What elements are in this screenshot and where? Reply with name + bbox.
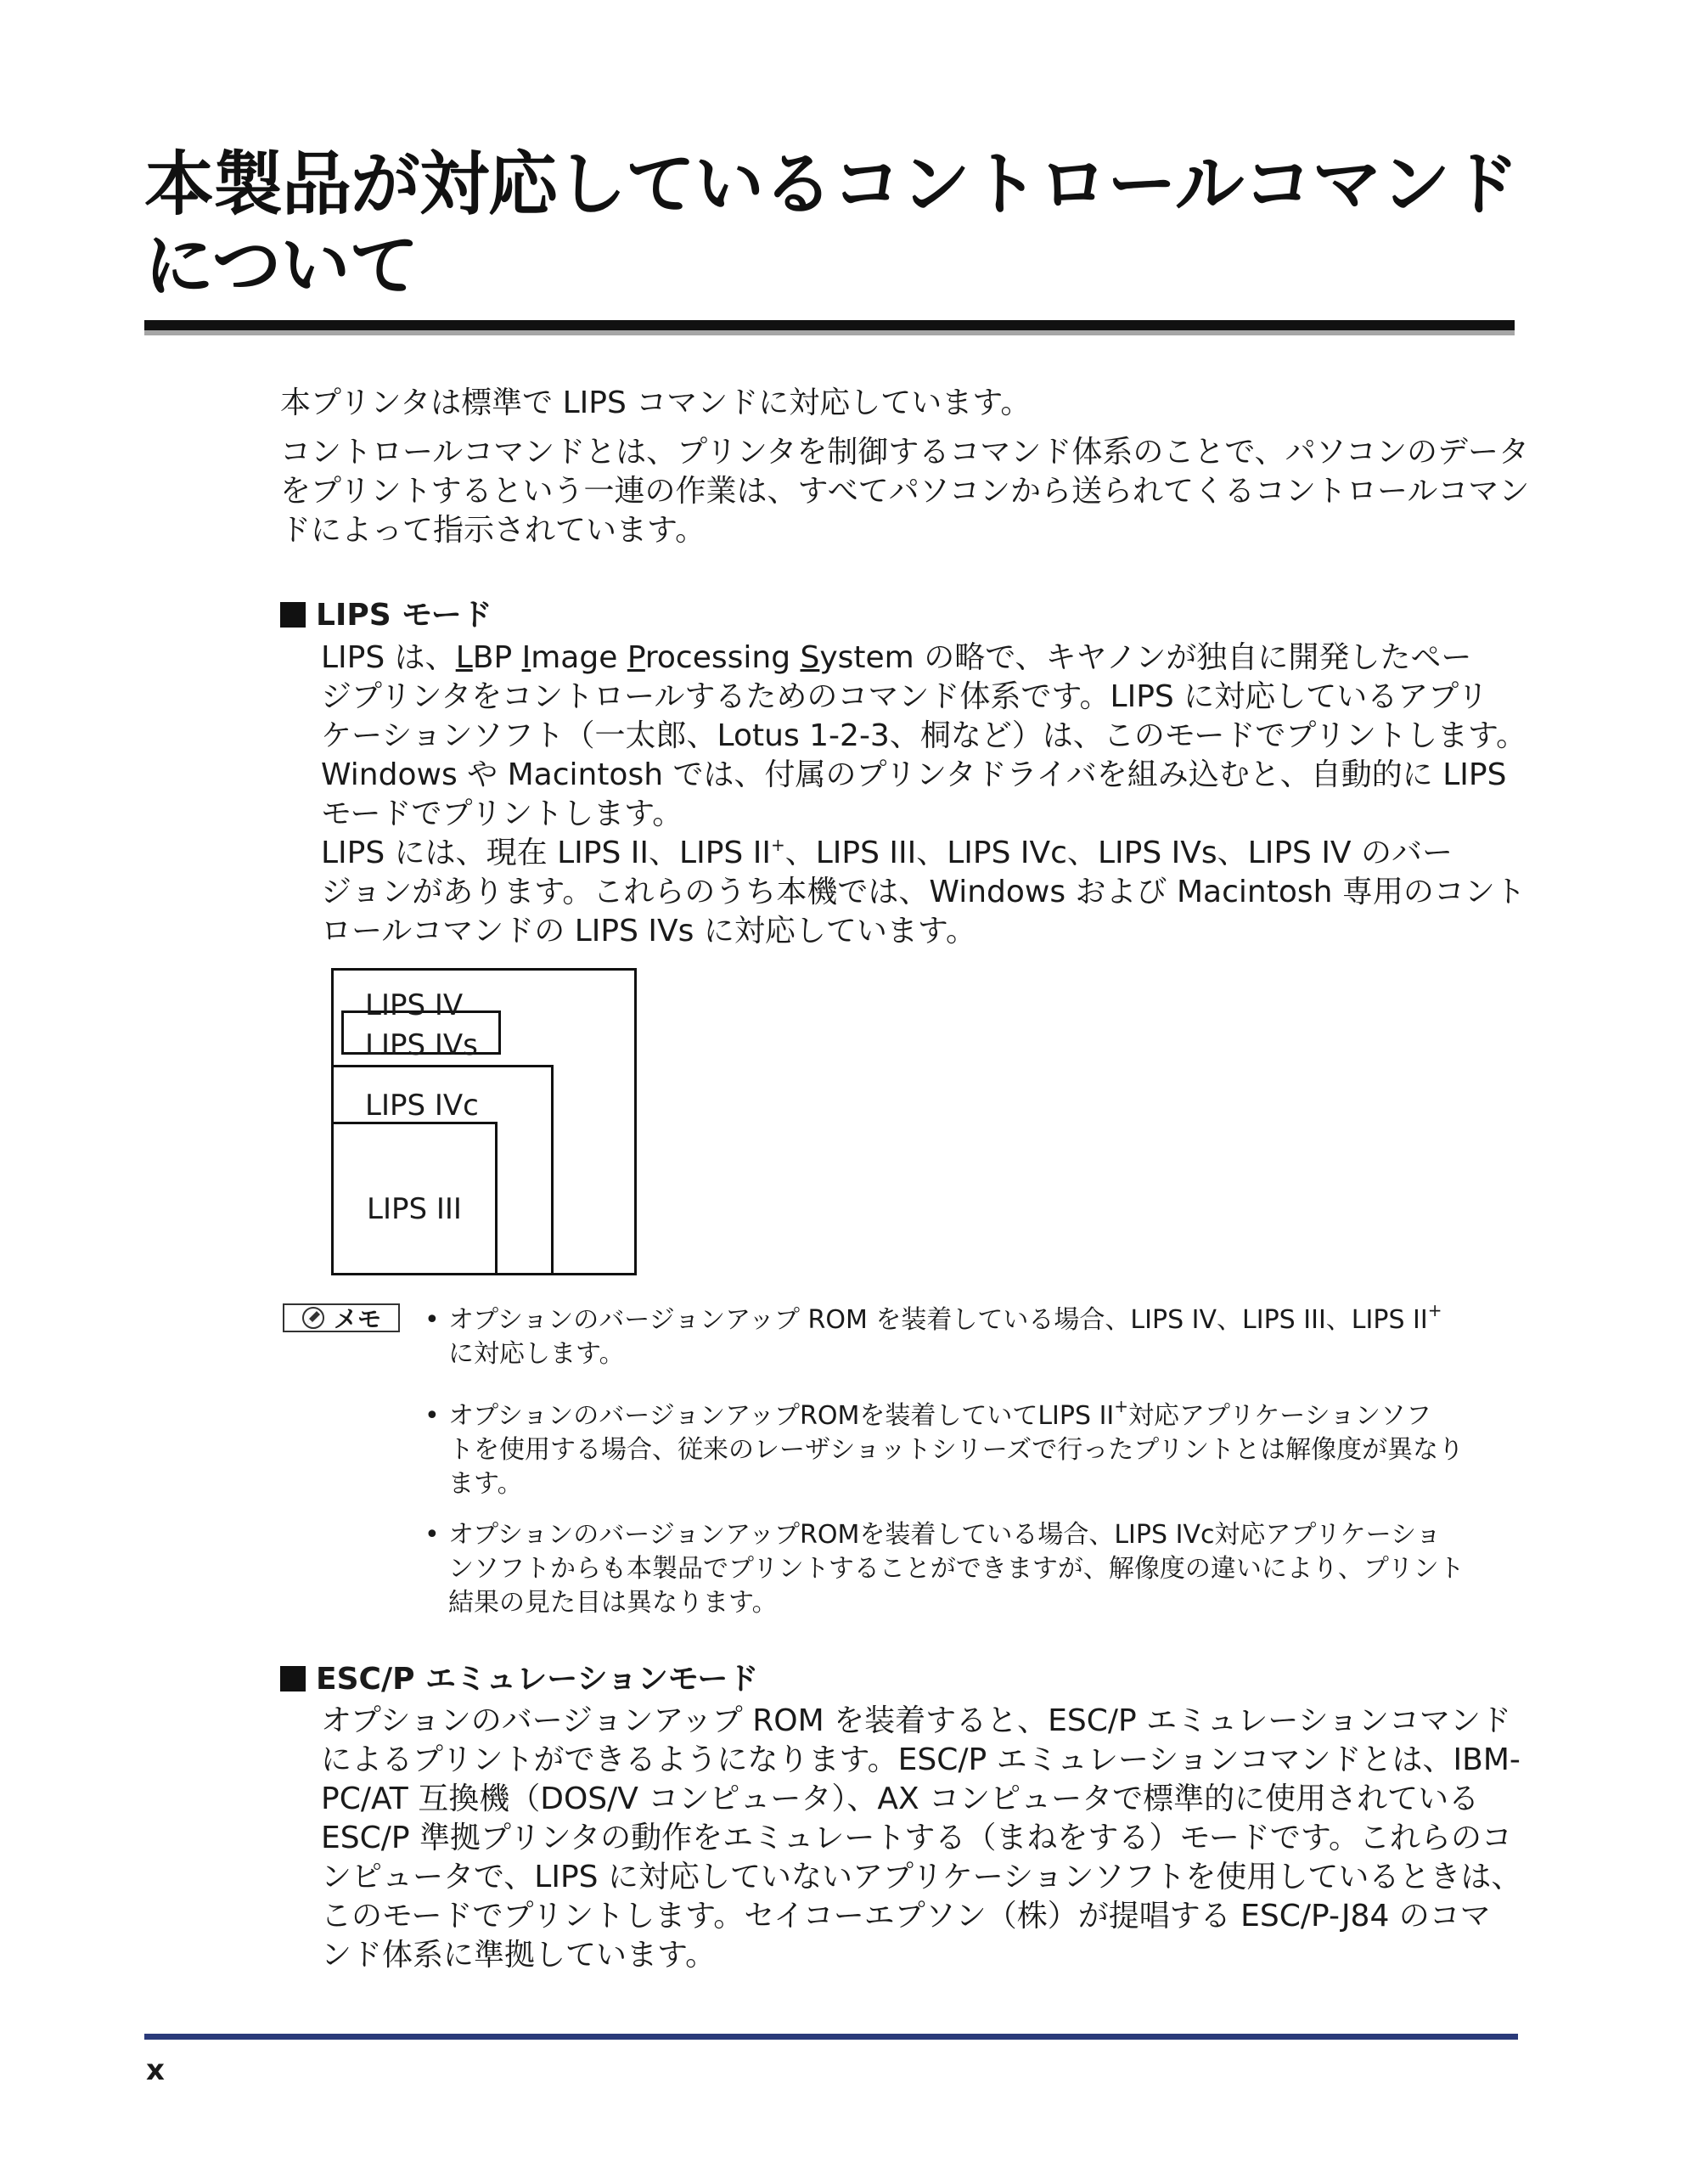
escp-body-line: によるプリントができるようになります。ESC/P エミュレーションコマンドとは、IBM- [321,1742,1521,1777]
memo-note-2 [424,1396,1520,1501]
lips-version-diagram [331,968,637,1275]
title-rule-shadow [144,330,1515,335]
memo-note-1 [424,1300,1520,1371]
escp-body-line: このモードでプリントします。セイコーエプソン（株）が提唱する ESC/P-J84 のコマ [321,1899,1491,1934]
lips-body-line: LIPS は、LBP Image Processing System の略で、キヤノンが独自に開発したペー [321,640,1472,675]
bullet-icon: • [424,1520,440,1550]
lips-body-line: Windows や Macintosh では、付属のプリンタドライバを組み込むと、自動的に LIPS [321,757,1507,792]
footer-rule [144,2034,1518,2040]
bullet-icon: • [424,1305,440,1335]
memo-note-line: オプションのバージョンアップROMを装着していてLIPS II+対応アプリケーションソフ [448,1396,1432,1431]
escp-body-line: ンド体系に準拠しています。 [321,1938,717,1973]
memo-note-line: オプションのバージョンアップROMを装着している場合、LIPS IVc対応アプリケーショ [448,1520,1442,1550]
escp-body-line: ンピュータで、LIPS に対応していないアプリケーションソフトを使用しているときは、 [321,1860,1522,1894]
bullet-icon: • [424,1401,440,1431]
label-lips-iv: LIPS IV [365,988,464,1022]
square-bullet-icon [280,1666,306,1691]
escp-heading-text: ESC/P エミュレーションモード [316,1662,759,1697]
escp-section-heading [280,1660,758,1699]
intro-paragraph-2 [280,433,1530,550]
title-rule [144,320,1515,330]
lips-section-heading [280,596,492,635]
lips-body-line: ケーションソフト（一太郎、Lotus 1-2-3、桐など）は、このモードでプリントします。 [321,718,1527,753]
escp-body-line: ESC/P 準拠プリンタの動作をエミュレートする（まねをする）モードです。これらのコ [321,1821,1513,1855]
memo-badge [283,1303,400,1332]
memo-note-line: オプションのバージョンアップ ROM を装着している場合、LIPS IV、LIPS III、LIPS II+ [448,1300,1442,1335]
lips-body-line: ジョンがあります。これらのうち本機では、Windows および Macintosh 専用のコント [321,875,1526,909]
intro-line: ドによって指示されています。 [280,513,706,548]
lips-body-line: モードでプリントします。 [321,796,683,831]
lips-heading-text: LIPS モード [316,598,492,633]
lips-body-line: ジプリンタをコントロールするためのコマンド体系です。LIPS に対応しているアプリ [321,679,1488,714]
lips-body-line: LIPS には、現在 LIPS II、LIPS II+、LIPS III、LIPS IVc、LIPS IVs、LIPS IV のバー [321,835,1453,870]
label-lips-ivc: LIPS IVc [365,1089,479,1123]
memo-note-line: トを使用する場合、従来のレーザショットシリーズで行ったプリントとは解像度が異なり [448,1435,1465,1465]
memo-note-line: ンソフトからも本製品でプリントすることができますが、解像度の違いにより、プリント [448,1554,1465,1584]
square-bullet-icon [280,602,306,628]
escp-body-line: PC/AT 互換機（DOS/V コンピュータ）、AX コンピュータで標準的に使用されている [321,1782,1480,1816]
label-lips-iii: LIPS III [367,1192,462,1226]
page-title-line-1: 本製品が対応しているコントロールコマンド [144,144,1519,225]
intro-paragraph-1: 本プリンタは標準で LIPS コマンドに対応しています。 [280,386,1032,420]
memo-note-3 [424,1518,1520,1620]
intro-line: コントロールコマンドとは、プリンタを制御するコマンド体系のことで、パソコンのデータ [280,435,1529,470]
escp-body-line: オプションのバージョンアップ ROM を装着すると、ESC/P エミュレーションコマンド [321,1703,1511,1738]
memo-note-line: ます。 [448,1469,523,1499]
page-title [144,144,1537,307]
pencil-icon [301,1306,325,1330]
page-number: x [146,2053,165,2087]
memo-note-line: に対応します。 [448,1339,625,1369]
escp-section-body [321,1702,1527,1975]
memo-note-line: 結果の見た目は異なります。 [448,1588,778,1618]
intro-line: をプリントするという一連の作業は、すべてパソコンから送られてくるコントロールコマン [280,474,1530,509]
page-title-line-2: について [144,226,419,307]
memo-badge-label: メモ [333,1305,381,1333]
label-lips-ivs: LIPS IVs [365,1028,478,1062]
lips-section-body [321,639,1527,951]
lips-body-line: ロールコマンドの LIPS IVs に対応しています。 [321,914,976,948]
